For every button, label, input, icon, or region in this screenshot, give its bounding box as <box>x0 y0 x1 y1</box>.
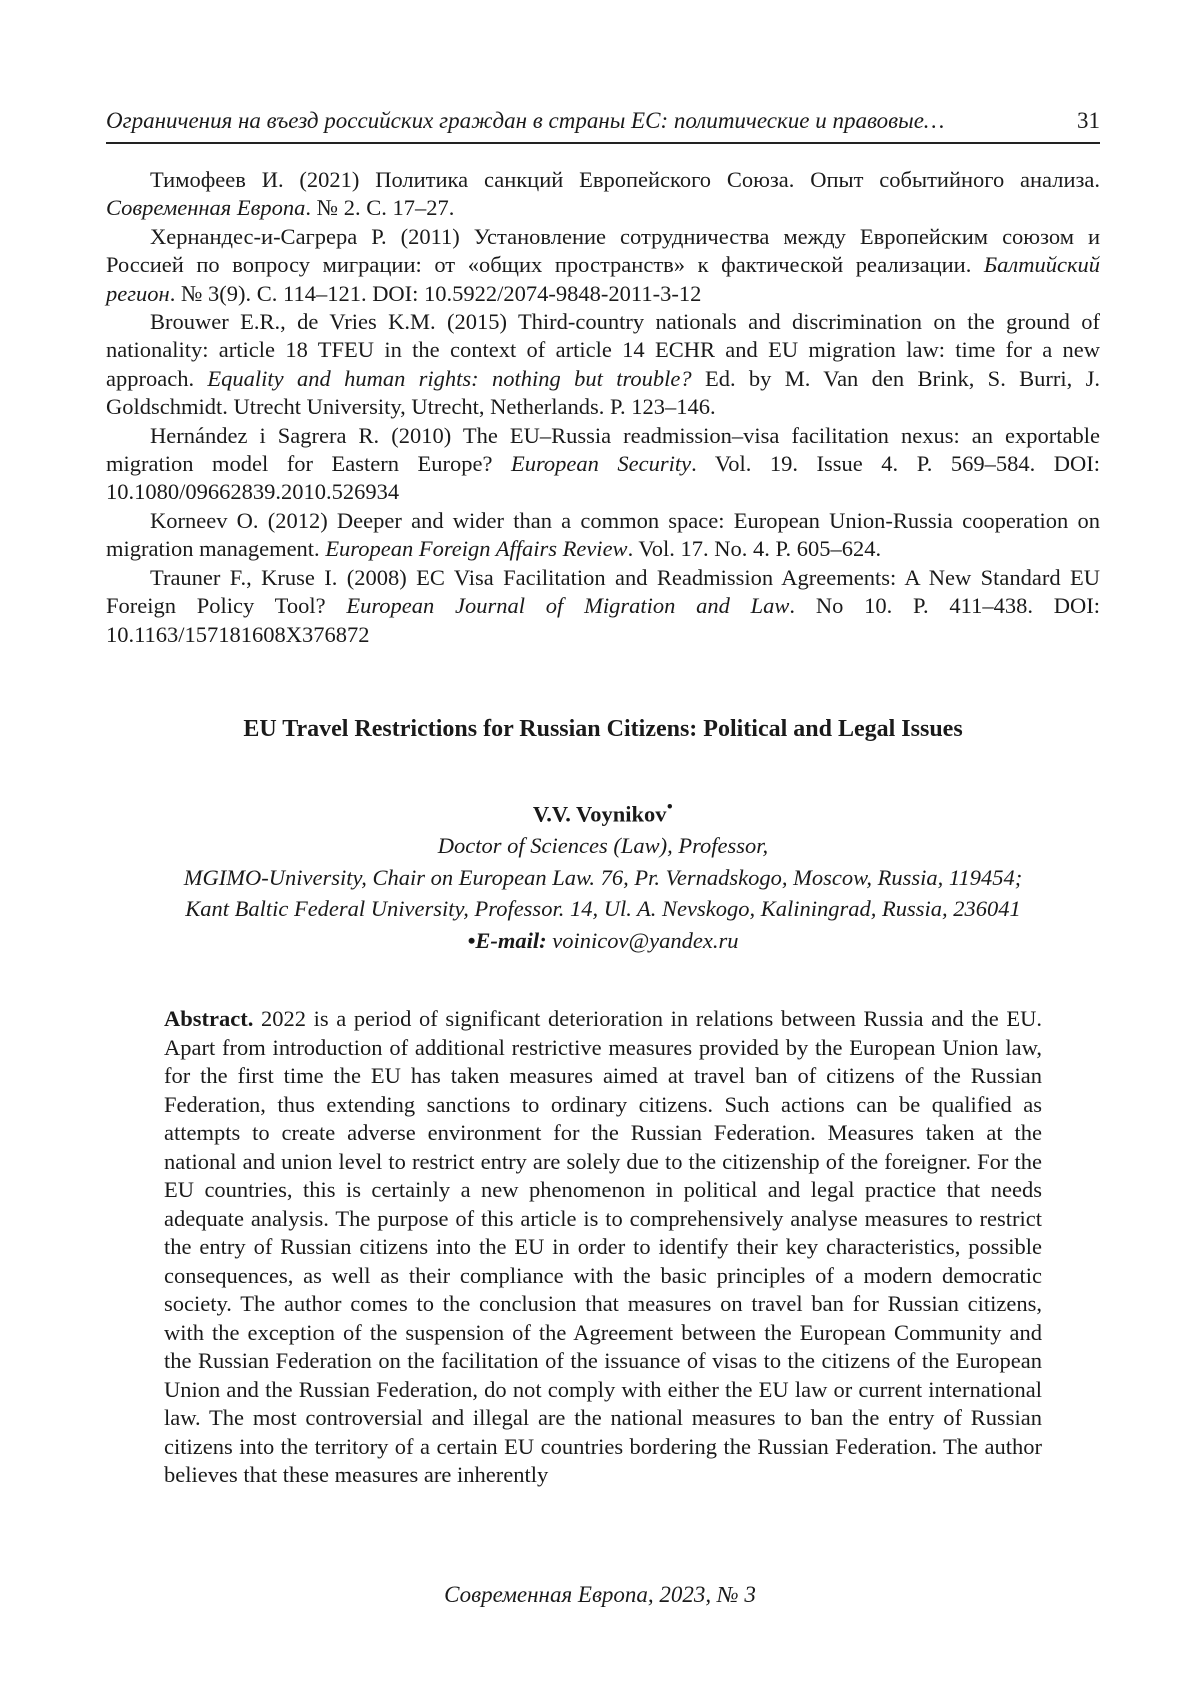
page-number: 31 <box>1077 108 1100 133</box>
running-head <box>106 108 1100 144</box>
reference-list <box>106 166 1100 649</box>
author-affiliation-2: Kant Baltic Federal University, Professor. 14, Ul. A. Nevskogo, Kaliningrad, Russia, 236041 <box>185 896 1021 921</box>
author-affiliation-1: MGIMO-University, Chair on European Law. 76, Pr. Vernadskogo, Moscow, Russia, 119454; <box>183 864 1023 890</box>
reference-item: Trauner F., Kruse I. (2008) EC Visa Facilitation and Readmission Agreements: A New Standard EU Foreign Policy Tool? European Journal of Migration and Law. No 10. P. 411–438. DOI: 10.1163/157181608X376872 <box>106 564 1100 647</box>
abstract-label: Abstract. <box>164 1006 254 1031</box>
reference-item: Тимофеев И. (2021) Политика санкций Европейского Союза. Опыт событийного анализа. Современная Европа. № 2. С. 17–27. <box>106 167 1100 221</box>
email-label: •E-mail: <box>467 927 547 953</box>
author-degree: Doctor of Sciences (Law), Professor, <box>437 833 769 858</box>
reference-item: Brouwer E.R., de Vries K.M. (2015) Third-country nationals and discrimination on the ground of nationality: article 18 TFEU in the context of article 14 ECHR and EU migration law: time for a new approach. Equality and human rights: nothing but trouble? Ed. by M. Van den Brink, S. Burri, J. Goldschmidt. Utrecht University, Utrecht, Netherlands. P. 123–146. <box>106 309 1100 420</box>
reference-item: Korneev O. (2012) Deeper and wider than a common space: European Union-Russia cooperation on migration management. European Foreign Affairs Review. Vol. 17. No. 4. P. 605–624. <box>106 507 1100 562</box>
author-name: V.V. Voynikov <box>532 801 667 827</box>
email-address: voinicov@yandex.ru <box>552 927 739 953</box>
author-line <box>106 792 1100 830</box>
author-footnote-mark: • <box>666 797 674 818</box>
abstract <box>164 1005 1042 1490</box>
running-head-title: Ограничения на въезд российских граждан в страны ЕС: политические и правовые… <box>106 108 945 133</box>
article-title: EU Travel Restrictions for Russian Citizens: Political and Legal Issues <box>243 716 963 742</box>
author-email-line <box>106 925 1100 957</box>
abstract-text: 2022 is a period of significant deterioration in relations between Russia and the EU. Apart from introduction of additional restrictive measures provided by the European Union law, for the first time the EU has taken measures aimed at travel ban of citizens of the Russian Federation, thus extending sanctions to ordinary citizens. Such actions can be qualified as attempts to create adverse environment for the Russian Federation. Measures taken at the national and union level to restrict entry are solely due to the citizenship of the foreigner. For the EU countries, this is certainly a new phenomenon in political and legal practice that needs adequate analysis. The purpose of this article is to comprehensively analyse measures to restrict the entry of Russian citizens into the EU in order to identify their key characteristics, possible consequences, as well as their compliance with the basic principles of a modern democratic society. The author comes to the conclusion that measures on travel ban for Russian citizens, with the exception of the suspension of the Agreement between the European Community and the Russian Federation on the facilitation of the issuance of visas to the citizens of the European Union and the Russian Federation, do not comply with either the EU law or current international law. The most controversial and illegal are the national measures to ban the entry of Russian citizens into the territory of a certain EU countries bordering the Russian Federation. The author believes that these measures are inherently <box>164 1006 1042 1487</box>
reference-item: Hernández i Sagrera R. (2010) The EU–Russia readmission–visa facilitation nexus: an exportable migration model for Eastern Europe? European Security. Vol. 19. Issue 4. P. 569–584. DOI: 10.1080/09662839.2010.526934 <box>106 422 1101 505</box>
author-block <box>106 792 1100 956</box>
journal-footer: Современная Европа, 2023, № 3 <box>444 1582 756 1607</box>
reference-item: Хернандес-и-Сагрера Р. (2011) Установление сотрудничества между Европейским союзом и Россией по вопросу миграции: от «общих пространств» к фактической реализации. Балтийский регион. № 3(9). С. 114–121. DOI: 10.5922/2074-9848-2011-3-12 <box>106 223 1100 306</box>
